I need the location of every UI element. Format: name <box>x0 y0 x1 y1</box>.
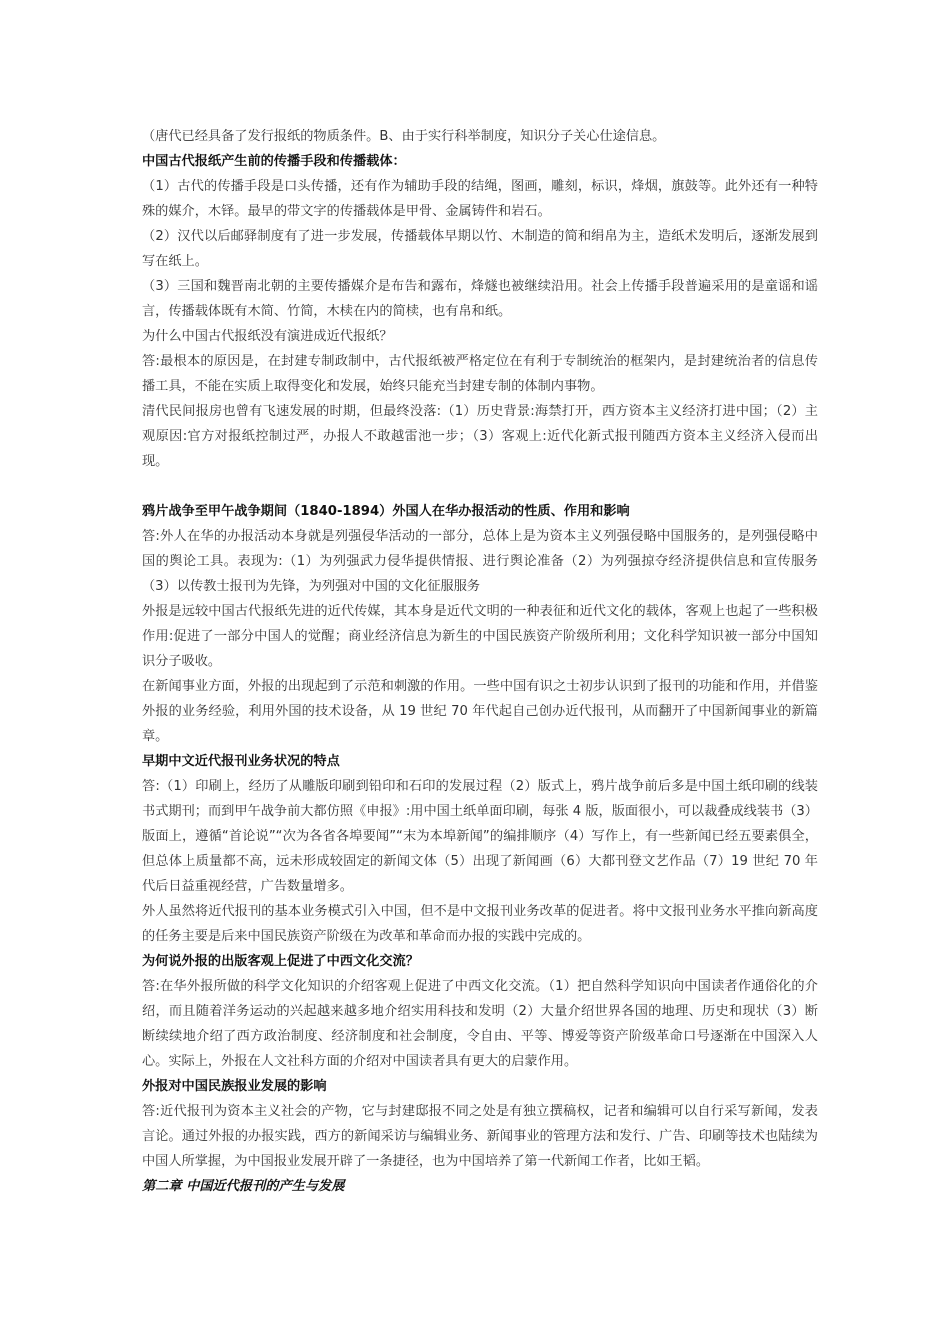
answer-foreign-press-nature: 答:外人在华的办报活动本身就是列强侵华活动的一部分，总体上是为资本主义列强侵略中国服务的，是列强侵略中国的舆论工具。表现为:（1）为列强武力侵华提供情报、进行舆论准备（2）为列强掠夺经济提供信息和宣传服务（3）以传教士报刊为先锋，为列强对中国的文化征服服务 <box>142 529 818 594</box>
paragraph-ancient-media-1: （1）古代的传播手段是口头传播，还有作为辅助手段的结绳，图画，雕刻，标识，烽烟，旗鼓等。此外还有一种特殊的媒介，木铎。最早的带文字的传播载体是甲骨、金属铸件和岩石。 <box>142 179 818 219</box>
paragraph-ancient-media-2: （2）汉代以后邮驿制度有了进一步发展，传播载体早期以竹、木制造的简和绢帛为主，造纸术发明后，逐渐发展到写在纸上。 <box>142 229 818 269</box>
section-heading-cultural-exchange: 为何说外报的出版客观上促进了中西文化交流？ <box>142 954 419 969</box>
paragraph-qing-baofang: 清代民间报房也曾有飞速发展的时期，但最终没落:（1）历史背景:海禁打开，西方资本主义经济打进中国；（2）主观原因:官方对报纸控制过严，办报人不敢越雷池一步；（3）客观上:近代化新式报刊随西方资本主义经济入侵而出现。 <box>142 404 818 469</box>
section-heading-early-press-features: 早期中文近代报刊业务状况的特点 <box>142 754 340 769</box>
paragraph-reform-promoter: 外人虽然将近代报刊的基本业务模式引入中国，但不是中文报刊业务改革的促进者。将中文报刊业务水平推向新高度的任务主要是后来中国民族资产阶级在为改革和革命而办报的实践中完成的。 <box>142 904 818 944</box>
section-heading-foreign-press: 鸦片战争至甲午战争期间（1840-1894）外国人在华办报活动的性质、作用和影响 <box>142 504 630 519</box>
paragraph-ancient-media-3: （3）三国和魏晋南北朝的主要传播媒介是布告和露布，烽燧也被继续沿用。社会上传播手段普遍采用的是童谣和谣言，传播载体既有木简、竹简，木椟在内的简椟，也有帛和纸。 <box>142 279 818 319</box>
document-page <box>142 124 818 1199</box>
answer-early-press-features: 答:（1）印刷上，经历了从雕版印刷到铅印和石印的发展过程（2）版式上，鸦片战争前后多是中国土纸印刷的线装书式期刊；而到甲午战争前大都仿照《申报》:用中国土纸单面印刷，每张 4 版，版面很小，可以裁叠成线装书（3）版面上，遵循“首论说”“次为各省各埠要闻”“末为本埠新闻”的编排顺序（4）写作上，有一些新闻已经五要素俱全，但总体上质量都不高，远未形成较固定的新闻文体（5）出现了新闻画（6）大都刊登文艺作品（7）19 世纪 70 年代后日益重视经营，广告数量增多。 <box>142 779 818 894</box>
chapter-title: 第二章 中国近代报刊的产生与发展 <box>142 1179 345 1194</box>
blank-line <box>142 474 818 499</box>
section-heading-national-press-impact: 外报对中国民族报业发展的影响 <box>142 1079 327 1094</box>
answer-why-not-modern: 答:最根本的原因是，在封建专制政制中，古代报纸被严格定位在有利于专制统治的框架内，是封建统治者的信息传播工具，不能在实质上取得变化和发展，始终只能充当封建专制的体制内事物。 <box>142 354 818 394</box>
section-heading-ancient-media: 中国古代报纸产生前的传播手段和传播载体： <box>142 154 406 169</box>
answer-national-press-impact: 答:近代报刊为资本主义社会的产物，它与封建邸报不同之处是有独立撰稿权，记者和编辑可以自行采写新闻，发表言论。通过外报的办报实践，西方的新闻采访与编辑业务、新闻事业的管理方法和发行、广告、印刷等技术也陆续为中国人所掌握，为中国报业发展开辟了一条捷径，也为中国培养了第一代新闻工作者，比如王韬。 <box>142 1104 818 1169</box>
answer-cultural-exchange: 答:在华外报所做的科学文化知识的介绍客观上促进了中西文化交流。（1）把自然科学知识向中国读者作通俗化的介绍，而且随着洋务运动的兴起越来越多地介绍实用科技和发明（2）大量介绍世界各国的地理、历史和现状（3）断断续续地介绍了西方政治制度、经济制度和社会制度，令自由、平等、博爱等资产阶级革命口号逐渐在中国深入人心。实际上，外报在人文社科方面的介绍对中国读者具有更大的启蒙作用。 <box>142 979 818 1069</box>
paragraph-foreign-press-positive: 外报是远较中国古代报纸先进的近代传媒，其本身是近代文明的一种表征和近代文化的载体，客观上也起了一些积极作用:促进了一部分中国人的觉醒；商业经济信息为新生的中国民族资产阶级所利用；文化科学知识被一部分中国知识分子吸收。 <box>142 604 818 669</box>
paragraph-foreign-press-demonstration: 在新闻事业方面，外报的出现起到了示范和刺激的作用。一些中国有识之士初步认识到了报刊的功能和作用，并借鉴外报的业务经验，利用外国的技术设备，从 19 世纪 70 年代起自己创办近代报刊，从而翻开了中国新闻事业的新篇章。 <box>142 679 818 744</box>
question-why-not-modern: 为什么中国古代报纸没有演进成近代报纸？ <box>142 329 393 344</box>
intro-line: （唐代已经具备了发行报纸的物质条件。B、由于实行科举制度，知识分子关心仕途信息。 <box>142 129 666 144</box>
